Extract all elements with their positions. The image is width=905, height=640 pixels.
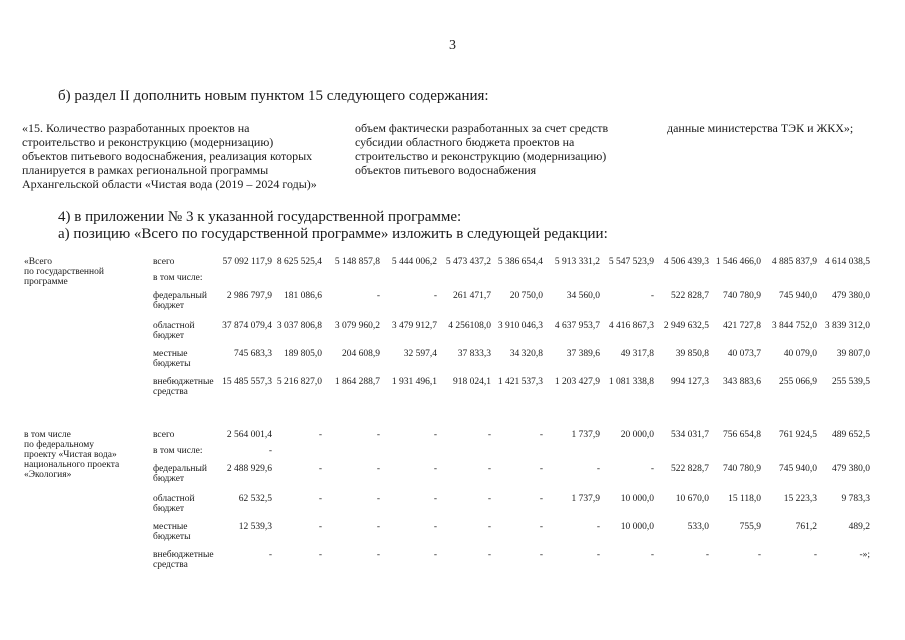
text-line: строительство и реконструкцию (модернизацию): [355, 149, 607, 163]
table-cell: -: [487, 464, 491, 474]
table-cell: -»;: [859, 550, 870, 560]
row-label-line: бюджет: [153, 474, 185, 484]
table-cell: -: [487, 550, 491, 560]
table-cell: 255 539,5: [832, 377, 870, 387]
table-cell: 994 127,3: [671, 377, 709, 387]
table-cell: 4 885 837,9: [771, 257, 817, 267]
table-cell: 421 727,8: [723, 321, 761, 331]
table-row: [0, 321, 905, 345]
group-label-line: по государственной: [24, 267, 104, 277]
table-cell: 534 031,7: [671, 430, 709, 440]
table-cell: 39 850,8: [675, 349, 709, 359]
row-label: [153, 550, 214, 570]
row-label-line: бюджеты: [153, 532, 191, 542]
row-label-line: федеральный: [153, 291, 207, 301]
table-cell: 1 737,9: [571, 430, 600, 440]
row-label-line: бюджет: [153, 301, 185, 311]
page-number: 3: [449, 38, 456, 53]
table-cell: 261 471,7: [453, 291, 491, 301]
table-cell: -: [487, 494, 491, 504]
table-cell: -: [433, 430, 437, 440]
row-label: [153, 257, 174, 267]
table-cell: -: [596, 522, 600, 532]
table-cell: 34 320,8: [509, 349, 543, 359]
table-cell: 755,9: [739, 522, 761, 532]
table-cell: -: [433, 522, 437, 532]
table-cell: -: [596, 550, 600, 560]
table-cell: 49 317,8: [620, 349, 654, 359]
table-cell: 761 924,5: [779, 430, 817, 440]
table-cell: 57 092 117,9: [222, 257, 272, 267]
text-line: объем фактически разработанных за счет средств: [355, 121, 609, 135]
table-cell: 34 560,0: [566, 291, 600, 301]
table-cell: 5 444 006,2: [391, 257, 437, 267]
table-cell: 4 256108,0: [448, 321, 491, 331]
table-cell: 189 805,0: [284, 349, 322, 359]
table-cell: 40 079,0: [783, 349, 817, 359]
row-label: [153, 494, 195, 514]
row-label-line: местные: [153, 349, 188, 359]
row-label-line: всего: [153, 430, 175, 440]
table-cell: 5 386 654,4: [497, 257, 543, 267]
table-cell: 4 637 953,7: [554, 321, 600, 331]
table-cell: -: [596, 464, 600, 474]
row-label-line: федеральный: [153, 464, 207, 474]
table-cell: -: [376, 494, 380, 504]
row-label: [153, 430, 174, 440]
table-cell: 1 864 288,7: [334, 377, 380, 387]
table-cell: 489 652,5: [832, 430, 870, 440]
table-cell: 5 913 331,2: [554, 257, 600, 267]
table-cell: -: [433, 550, 437, 560]
table-cell: 522 828,7: [671, 291, 709, 301]
table-cell: 10 670,0: [675, 494, 709, 504]
table-cell: 745 683,3: [234, 349, 272, 359]
table-cell: 761,2: [795, 522, 817, 532]
table-cell: 10 000,0: [620, 494, 654, 504]
table-cell: -: [757, 550, 761, 560]
table-cell: 1 546 466,0: [715, 257, 761, 267]
table-cell: 5 216 827,0: [276, 377, 322, 387]
table-cell: 2 488 929,6: [226, 464, 272, 474]
row-label: [153, 349, 190, 369]
table-cell: -: [433, 464, 437, 474]
row-label: [153, 446, 203, 456]
table-cell: 1 203 427,9: [554, 377, 600, 387]
table-cell: 5 547 523,9: [608, 257, 654, 267]
row-label-line: местные: [153, 522, 188, 532]
table-cell: 3 079 960,2: [334, 321, 380, 331]
table-cell: 2 986 797,9: [226, 291, 272, 301]
row-label: [153, 464, 207, 484]
group-label-line: «Экология»: [24, 470, 72, 480]
text-line: Архангельской области «Чистая вода (2019 – 2024 годы)»: [22, 177, 317, 191]
group-label-line: программе: [24, 277, 68, 287]
item-b-paragraph: б) раздел II дополнить новым пунктом 15 следующего содержания:: [58, 88, 489, 104]
table-cell: 20 000,0: [620, 430, 654, 440]
row-label-line: средства: [153, 387, 188, 397]
row-label-line: всего: [153, 257, 175, 267]
table-cell: 1 737,9: [571, 494, 600, 504]
table-cell: -: [376, 550, 380, 560]
table-cell: 204 608,9: [342, 349, 380, 359]
group-label-line: по федеральному: [24, 440, 95, 450]
table-cell: -: [268, 446, 272, 456]
table-row: [0, 349, 905, 373]
table-cell: 343 883,6: [723, 377, 761, 387]
row-label-line: областной: [153, 321, 195, 331]
item-4-paragraph: 4) в приложении № 3 к указанной государственной программе:: [58, 209, 462, 225]
table-row: [0, 494, 905, 518]
table-cell: 15 485 557,3: [222, 377, 272, 387]
table-cell: 15 223,3: [783, 494, 817, 504]
row-label: [153, 522, 190, 542]
row-label-line: бюджеты: [153, 359, 191, 369]
table-cell: 37 833,3: [457, 349, 491, 359]
table-cell: 181 086,6: [284, 291, 322, 301]
text-line: строительство и реконструкцию (модернизацию): [22, 135, 274, 149]
table-cell: 20 750,0: [509, 291, 543, 301]
group-label-line: проекту «Чистая вода»: [24, 450, 117, 460]
table-cell: 522 828,7: [671, 464, 709, 474]
table-cell: 489,2: [848, 522, 870, 532]
table-cell: -: [376, 430, 380, 440]
table-cell: 255 066,9: [779, 377, 817, 387]
text-line: планируется в рамках региональной программы: [22, 163, 269, 177]
table-cell: 1 081 338,8: [608, 377, 654, 387]
text-line: «15. Количество разработанных проектов на: [22, 121, 250, 135]
row-label: [153, 273, 203, 283]
table-cell: -: [268, 550, 272, 560]
table-cell: 740 780,9: [723, 291, 761, 301]
table-cell: 39 807,0: [836, 349, 870, 359]
row-label: [153, 291, 207, 311]
table-cell: -: [318, 464, 322, 474]
table-cell: 12 539,3: [238, 522, 272, 532]
table-cell: 40 073,7: [727, 349, 761, 359]
table-cell: 5 473 437,2: [445, 257, 491, 267]
table-cell: -: [376, 522, 380, 532]
table-cell: 37 874 079,4: [222, 321, 272, 331]
group-label-line: в том числе: [24, 430, 71, 440]
table-cell: 15 118,0: [728, 494, 761, 504]
table-cell: 745 940,0: [779, 291, 817, 301]
table-row: [0, 464, 905, 488]
table-row: [0, 377, 905, 401]
table-cell: 745 940,0: [779, 464, 817, 474]
table-cell: 3 037 806,8: [276, 321, 322, 331]
text-line: данные министерства ТЭК и ЖКХ»;: [667, 121, 854, 135]
table-cell: -: [539, 430, 543, 440]
group-label-line: национального проекта: [24, 460, 120, 470]
table-cell: -: [705, 550, 709, 560]
table-cell: 3 479 912,7: [391, 321, 437, 331]
table-cell: -: [433, 291, 437, 301]
table-cell: -: [650, 464, 654, 474]
table-cell: 8 625 525,4: [276, 257, 322, 267]
text-line: объектов питьевого водоснабжения, реализация которых: [22, 149, 313, 163]
table-row: [0, 550, 905, 574]
table-cell: -: [813, 550, 817, 560]
row-label-line: внебюджетные: [153, 550, 214, 560]
group-label-line: «Всего: [24, 257, 53, 267]
table-cell: 1 421 537,3: [497, 377, 543, 387]
table-cell: 3 839 312,0: [824, 321, 870, 331]
table-cell: -: [539, 494, 543, 504]
row-label-line: бюджет: [153, 504, 185, 514]
text-line: объектов питьевого водоснабжения: [355, 163, 537, 177]
table-cell: 32 597,4: [403, 349, 437, 359]
row-label-line: бюджет: [153, 331, 185, 341]
table-cell: 1 931 496,1: [391, 377, 437, 387]
table-cell: 479 380,0: [832, 464, 870, 474]
table-cell: -: [539, 522, 543, 532]
table-cell: -: [487, 430, 491, 440]
text-line: субсидии областного бюджета проектов на: [355, 135, 575, 149]
table-cell: -: [376, 291, 380, 301]
table-cell: -: [318, 550, 322, 560]
row-label-line: средства: [153, 560, 188, 570]
table-cell: -: [539, 550, 543, 560]
row-label: [153, 377, 214, 397]
table-cell: -: [318, 522, 322, 532]
table-cell: -: [650, 291, 654, 301]
row-label: [153, 321, 195, 341]
item-4a-paragraph: а) позицию «Всего по государственной программе» изложить в следующей редакции:: [58, 226, 608, 242]
table-cell: -: [650, 550, 654, 560]
table-cell: 740 780,9: [723, 464, 761, 474]
table-cell: 756 654,8: [723, 430, 761, 440]
table-cell: 533,0: [687, 522, 709, 532]
row-label-line: в том числе:: [153, 446, 203, 456]
table-row: [0, 291, 905, 315]
table-cell: -: [376, 464, 380, 474]
table-cell: 3 844 752,0: [771, 321, 817, 331]
table-cell: 4 506 439,3: [663, 257, 709, 267]
table-cell: -: [433, 494, 437, 504]
table-cell: 10 000,0: [620, 522, 654, 532]
table-cell: 479 380,0: [832, 291, 870, 301]
table-cell: -: [487, 522, 491, 532]
table-cell: 3 910 046,3: [497, 321, 543, 331]
row-label-line: в том числе:: [153, 273, 203, 283]
table-cell: 37 389,6: [566, 349, 600, 359]
table-cell: -: [318, 430, 322, 440]
table-cell: 2 564 001,4: [226, 430, 272, 440]
table-cell: 918 024,1: [453, 377, 491, 387]
table-cell: 4 416 867,3: [608, 321, 654, 331]
table-cell: 9 783,3: [841, 494, 870, 504]
table-row: [0, 522, 905, 546]
table-cell: 2 949 632,5: [663, 321, 709, 331]
table-cell: -: [318, 494, 322, 504]
row-label-line: внебюджетные: [153, 377, 214, 387]
row-label-line: областной: [153, 494, 195, 504]
table-cell: 5 148 857,8: [334, 257, 380, 267]
table-cell: 4 614 038,5: [824, 257, 870, 267]
table-cell: 62 532,5: [238, 494, 272, 504]
table-cell: -: [539, 464, 543, 474]
